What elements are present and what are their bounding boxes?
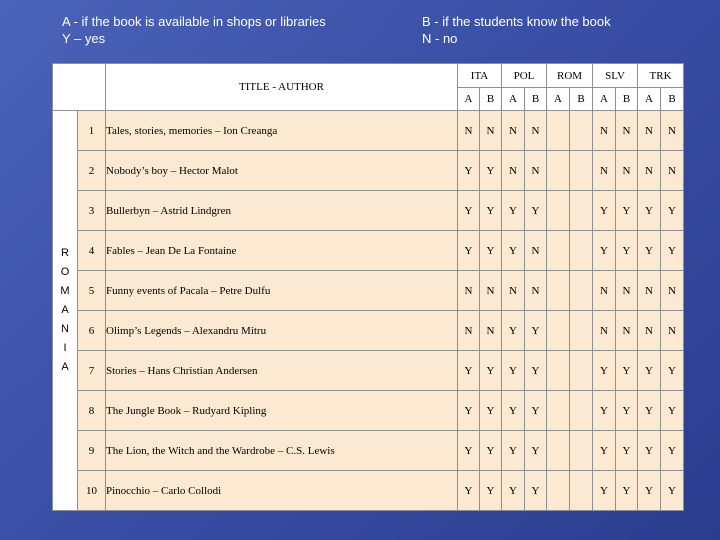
row-index: 8 xyxy=(78,391,106,431)
value-cell: Y xyxy=(502,191,525,231)
value-cell: N xyxy=(525,151,547,191)
country-letter: R xyxy=(61,247,69,259)
value-cell: N xyxy=(458,271,480,311)
value-cell xyxy=(547,271,570,311)
value-cell xyxy=(547,191,570,231)
country-letter: N xyxy=(61,323,69,335)
value-cell: Y xyxy=(502,391,525,431)
value-cell: Y xyxy=(638,231,661,271)
value-cell: N xyxy=(525,231,547,271)
subheader-cell: A xyxy=(502,88,525,111)
row-index: 10 xyxy=(78,471,106,511)
country-letter: A xyxy=(61,361,69,373)
legend-b-line: B - if the students know the book xyxy=(422,14,611,29)
value-cell: N xyxy=(593,311,616,351)
book-title-author: Nobody’s boy – Hector Malot xyxy=(106,151,458,191)
value-cell: Y xyxy=(458,231,480,271)
subheader-cell: B xyxy=(570,88,593,111)
subheader-cell: A xyxy=(547,88,570,111)
subheader-cell: A xyxy=(593,88,616,111)
table-row xyxy=(53,431,684,471)
value-cell: Y xyxy=(661,471,684,511)
value-cell xyxy=(547,471,570,511)
value-cell: Y xyxy=(458,431,480,471)
value-cell: N xyxy=(661,151,684,191)
value-cell: Y xyxy=(616,431,638,471)
value-cell xyxy=(570,431,593,471)
table-row xyxy=(53,111,684,151)
value-cell: Y xyxy=(458,391,480,431)
value-cell: Y xyxy=(616,231,638,271)
row-index: 9 xyxy=(78,431,106,471)
value-cell: Y xyxy=(480,191,502,231)
subheader-cell: A xyxy=(638,88,661,111)
value-cell xyxy=(547,151,570,191)
value-cell: Y xyxy=(593,431,616,471)
country-letter: I xyxy=(63,342,67,354)
subheader-cell: B xyxy=(480,88,502,111)
value-cell: Y xyxy=(616,391,638,431)
table-row xyxy=(53,271,684,311)
language-header-pol: POL xyxy=(502,64,547,88)
value-cell xyxy=(547,431,570,471)
value-cell: Y xyxy=(661,231,684,271)
row-index: 4 xyxy=(78,231,106,271)
language-header-ita: ITA xyxy=(458,64,502,88)
legend-n-line: N - no xyxy=(422,31,458,46)
value-cell: N xyxy=(458,111,480,151)
value-cell: Y xyxy=(616,471,638,511)
value-cell xyxy=(570,271,593,311)
title-author-header: TITLE - AUTHOR xyxy=(106,64,458,111)
value-cell: Y xyxy=(502,311,525,351)
language-header-rom: ROM xyxy=(547,64,593,88)
row-index: 3 xyxy=(78,191,106,231)
value-cell: N xyxy=(661,311,684,351)
legend-y-line: Y – yes xyxy=(62,31,106,46)
value-cell: N xyxy=(593,111,616,151)
value-cell xyxy=(547,231,570,271)
value-cell: Y xyxy=(661,431,684,471)
value-cell: N xyxy=(502,151,525,191)
legend-left xyxy=(62,13,326,47)
book-title-author: Tales, stories, memories – Ion Creanga xyxy=(106,111,458,151)
value-cell: Y xyxy=(502,351,525,391)
value-cell: Y xyxy=(661,351,684,391)
book-title-author: The Jungle Book – Rudyard Kipling xyxy=(106,391,458,431)
subheader-cell: B xyxy=(525,88,547,111)
value-cell: Y xyxy=(593,231,616,271)
value-cell: Y xyxy=(616,351,638,391)
value-cell: Y xyxy=(593,391,616,431)
value-cell: N xyxy=(525,271,547,311)
table-row xyxy=(53,151,684,191)
row-index: 1 xyxy=(78,111,106,151)
country-label-romania xyxy=(53,111,78,511)
value-cell: N xyxy=(525,111,547,151)
value-cell: Y xyxy=(480,351,502,391)
row-index: 2 xyxy=(78,151,106,191)
value-cell: Y xyxy=(638,471,661,511)
row-index: 5 xyxy=(78,271,106,311)
value-cell: N xyxy=(616,151,638,191)
value-cell: Y xyxy=(480,391,502,431)
value-cell: Y xyxy=(525,351,547,391)
legend-right xyxy=(422,13,611,47)
value-cell xyxy=(570,391,593,431)
language-header-trk: TRK xyxy=(638,64,684,88)
value-cell: Y xyxy=(525,431,547,471)
value-cell: Y xyxy=(638,351,661,391)
value-cell: Y xyxy=(593,351,616,391)
value-cell xyxy=(570,111,593,151)
legend-a-line: A - if the book is available in shops or libraries xyxy=(62,14,326,29)
value-cell xyxy=(570,311,593,351)
value-cell xyxy=(570,191,593,231)
value-cell xyxy=(547,351,570,391)
table-row xyxy=(53,471,684,511)
table-row xyxy=(53,391,684,431)
value-cell: N xyxy=(661,271,684,311)
value-cell: N xyxy=(638,271,661,311)
value-cell xyxy=(547,111,570,151)
subheader-cell: A xyxy=(458,88,480,111)
value-cell: N xyxy=(661,111,684,151)
value-cell xyxy=(570,471,593,511)
value-cell: N xyxy=(480,271,502,311)
value-cell: Y xyxy=(502,471,525,511)
value-cell: Y xyxy=(661,191,684,231)
book-title-author: Fables – Jean De La Fontaine xyxy=(106,231,458,271)
country-letter: O xyxy=(60,266,70,278)
book-title-author: Funny events of Pacala – Petre Dulfu xyxy=(106,271,458,311)
books-table xyxy=(52,63,684,511)
value-cell xyxy=(570,151,593,191)
value-cell xyxy=(570,351,593,391)
value-cell: Y xyxy=(458,151,480,191)
table-row xyxy=(53,231,684,271)
book-title-author: The Lion, the Witch and the Wardrobe – C.S. Lewis xyxy=(106,431,458,471)
language-header-slv: SLV xyxy=(593,64,638,88)
value-cell: Y xyxy=(525,391,547,431)
value-cell: N xyxy=(593,271,616,311)
value-cell: N xyxy=(638,151,661,191)
value-cell: Y xyxy=(525,191,547,231)
book-title-author: Stories – Hans Christian Andersen xyxy=(106,351,458,391)
value-cell: Y xyxy=(638,191,661,231)
book-title-author: Olimp’s Legends – Alexandru Mitru xyxy=(106,311,458,351)
value-cell: Y xyxy=(458,191,480,231)
book-title-author: Bullerbyn – Astrid Lindgren xyxy=(106,191,458,231)
value-cell: Y xyxy=(525,471,547,511)
value-cell: Y xyxy=(638,431,661,471)
value-cell: N xyxy=(638,111,661,151)
value-cell: N xyxy=(502,111,525,151)
value-cell: N xyxy=(480,111,502,151)
header-blank-cell xyxy=(53,64,106,111)
value-cell: Y xyxy=(661,391,684,431)
row-index: 7 xyxy=(78,351,106,391)
value-cell: Y xyxy=(593,191,616,231)
country-letter: A xyxy=(61,304,69,316)
value-cell: Y xyxy=(458,471,480,511)
value-cell: Y xyxy=(480,151,502,191)
subheader-cell: B xyxy=(616,88,638,111)
value-cell: N xyxy=(616,271,638,311)
value-cell xyxy=(547,391,570,431)
value-cell: Y xyxy=(616,191,638,231)
value-cell: N xyxy=(593,151,616,191)
value-cell: N xyxy=(458,311,480,351)
value-cell: Y xyxy=(502,231,525,271)
value-cell: Y xyxy=(502,431,525,471)
value-cell xyxy=(547,311,570,351)
value-cell: Y xyxy=(593,471,616,511)
value-cell: Y xyxy=(458,351,480,391)
value-cell: N xyxy=(638,311,661,351)
country-letter: M xyxy=(60,285,70,297)
value-cell: Y xyxy=(480,231,502,271)
value-cell: Y xyxy=(480,431,502,471)
value-cell xyxy=(570,231,593,271)
value-cell: N xyxy=(502,271,525,311)
table-row xyxy=(53,191,684,231)
header-row-languages xyxy=(53,64,684,88)
value-cell: N xyxy=(480,311,502,351)
table-row xyxy=(53,351,684,391)
row-index: 6 xyxy=(78,311,106,351)
table-row xyxy=(53,311,684,351)
value-cell: N xyxy=(616,311,638,351)
book-title-author: Pinocchio – Carlo Collodi xyxy=(106,471,458,511)
value-cell: Y xyxy=(638,391,661,431)
value-cell: N xyxy=(616,111,638,151)
value-cell: Y xyxy=(525,311,547,351)
value-cell: Y xyxy=(480,471,502,511)
subheader-cell: B xyxy=(661,88,684,111)
